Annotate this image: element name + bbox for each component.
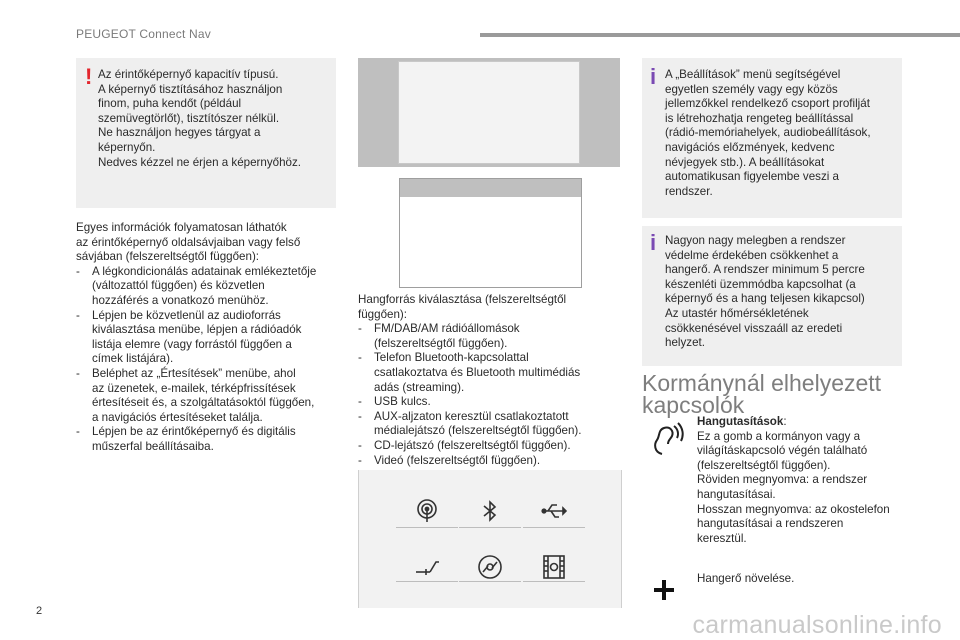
info-box-text xyxy=(665,68,901,199)
text-line: navigációs előzmények, kedvenc xyxy=(665,140,835,154)
text-line: is létrehozhatja rengeteg beállítással xyxy=(665,111,854,125)
text-line: szemüvegtörlőt), tisztítószer nélkül. xyxy=(98,111,280,125)
text-line: A „Beállítások” menü segítségével xyxy=(665,68,841,81)
info-box-heat xyxy=(642,226,902,366)
text-line: képernyőn. xyxy=(98,140,156,154)
text-line: Nedves kézzel ne érjen a képernyőhöz. xyxy=(98,155,302,169)
text-line: csökkenésével visszaáll az eredeti xyxy=(665,321,843,335)
text-line: Egyes információk folyamatosan láthatók xyxy=(76,221,287,234)
text-line: csatlakoztatva és Bluetooth multimédiás xyxy=(374,365,581,379)
text-line: - Beléphet az „Értesítések” menübe, ahol xyxy=(92,366,296,380)
text-line: (felszereltségtől függően). xyxy=(697,458,831,472)
screen-display xyxy=(398,61,580,164)
icon-divider xyxy=(396,581,458,582)
voice-command-icon xyxy=(648,422,684,458)
text-line: névjegyek stb.). A beállításokat xyxy=(665,155,825,169)
text-line: automatikusan figyelembe veszi a xyxy=(665,170,839,184)
text-line: - USB kulcs. xyxy=(374,395,431,409)
page-number: 2 xyxy=(36,605,43,617)
list-item xyxy=(358,454,630,469)
plus-icon xyxy=(652,578,676,602)
text-line: az érintőképernyő oldalsávjaiban vagy felső xyxy=(76,235,301,249)
info-box-profiles xyxy=(642,58,902,218)
text-line: - A légkondicionálás adatainak emlékeztetője xyxy=(92,264,317,278)
text-line: - CD-lejátszó (felszereltségtől függően). xyxy=(374,438,571,452)
video-icon xyxy=(541,554,567,580)
cd-icon xyxy=(477,554,503,580)
text-line: keresztül. xyxy=(697,531,747,545)
text-line: védelme érdekében csökkenhet a xyxy=(665,248,839,262)
text-line: értesítéseit és, a szolgáltatásoktól függően, xyxy=(92,396,315,410)
watermark: carmanualsonline.info xyxy=(692,611,942,639)
icon-divider xyxy=(523,527,585,528)
text-line: kiválasztása menübe, lépjen a rádióadók xyxy=(92,323,302,337)
warning-icon: ! xyxy=(85,64,93,89)
info-icon: i xyxy=(650,230,657,255)
text-line: sávjában (felszereltségtől függően): xyxy=(76,250,260,264)
info-box-text xyxy=(665,234,901,351)
text-line: - FM/DAB/AM rádióállomások xyxy=(374,322,520,336)
text-line: hangutasításai a rendszeren xyxy=(697,517,844,531)
text-line: készenléti üzemmódba kapcsolhat (a xyxy=(665,277,856,291)
text-line: helyzet. xyxy=(665,336,705,350)
media-icons-panel xyxy=(358,470,622,608)
text-line: médialejátszó (felszereltségtől függően). xyxy=(374,424,582,438)
text-line: az üzenetek, e-mailek, térképfrissítések xyxy=(92,381,296,395)
voice-command-text xyxy=(697,415,927,546)
text-line: hangerő. A rendszer minimum 5 percre xyxy=(665,263,865,277)
list-item xyxy=(358,410,630,439)
list-item xyxy=(76,425,344,454)
text-line: - Videó (felszereltségtől függően). xyxy=(374,453,541,467)
volume-up-text: Hangerő növelése. xyxy=(697,572,795,585)
text-line: hozzáférés a vonatkozó menühöz. xyxy=(92,293,269,307)
list-item xyxy=(76,309,344,367)
text-line: - Lépjen be közvetlenül az audioforrás xyxy=(92,308,281,322)
text-line: Az utastér hőmérsékletének xyxy=(665,306,809,320)
header-title: PEUGEOT Connect Nav xyxy=(76,27,211,41)
text-line: jellemzőkkel rendelkező csoport profilját xyxy=(665,97,870,111)
icon-divider xyxy=(459,527,521,528)
warning-box xyxy=(76,58,336,208)
section-title-line: kapcsolók xyxy=(642,392,745,418)
text-line: műszerfal beállításaiba. xyxy=(92,439,214,453)
text-line: függően): xyxy=(358,307,407,321)
text-line: (változattól függően) és közvetlen xyxy=(92,279,265,293)
text-line: egyetlen személy vagy egy közös xyxy=(665,82,838,96)
section-title xyxy=(642,372,942,416)
text-line: képernyő és a hang teljesen kikapcsol) xyxy=(665,292,865,306)
list-item xyxy=(76,367,344,425)
text-line: a navigációs értesítéseket találja. xyxy=(92,410,263,424)
text-line: A képernyő tisztításához használjon xyxy=(98,82,283,96)
usb-icon xyxy=(541,498,567,524)
text-line: (felszereltségtől függően). xyxy=(374,336,508,350)
text-line: Nagyon nagy melegben a rendszer xyxy=(665,234,846,247)
list-item xyxy=(358,439,630,454)
text-line: - Lépjen be az érintőképernyő és digitális xyxy=(92,425,296,439)
info-list xyxy=(76,265,344,455)
bluetooth-icon xyxy=(477,498,503,524)
screen-top-bar xyxy=(400,179,581,197)
icon-divider xyxy=(396,527,458,528)
info-text xyxy=(76,221,344,455)
warning-text xyxy=(98,68,334,170)
voice-command-heading xyxy=(697,415,927,430)
screen-illustration-bottom xyxy=(399,178,582,288)
voice-command-label: Hangutasítások xyxy=(697,415,784,428)
section-title-line: Kormánynál elhelyezett xyxy=(642,370,882,396)
text-line: adás (streaming). xyxy=(374,380,465,394)
text-line: Az érintőképernyő kapacitív típusú. xyxy=(98,68,279,81)
list-item xyxy=(76,265,344,309)
list-item xyxy=(358,351,630,395)
header-bar xyxy=(480,33,960,37)
icon-divider xyxy=(523,581,585,582)
list-item xyxy=(358,322,630,351)
sources-list xyxy=(358,322,630,468)
text-line: címek listájára). xyxy=(92,352,174,366)
list-item xyxy=(358,395,630,410)
screen-illustration-top xyxy=(358,58,620,167)
radio-icon xyxy=(414,498,440,524)
text-line: világításkapcsoló végén található xyxy=(697,444,868,458)
text-line: rendszer. xyxy=(665,184,713,198)
text-line: Hosszan megnyomva: az okostelefon xyxy=(697,502,890,516)
text-line: - AUX-aljzaton keresztül csatlakoztatott xyxy=(374,409,569,423)
icon-divider xyxy=(459,581,521,582)
info-icon: i xyxy=(650,64,657,89)
text-line: listája elemre (vagy forrástól függően a xyxy=(92,337,292,351)
text-line: Hangforrás kiválasztása (felszereltségtől xyxy=(358,293,567,306)
text-line: (rádió-memóriahelyek, audiobeállítások, xyxy=(665,126,871,140)
text-line: Ne használjon hegyes tárgyat a xyxy=(98,126,261,140)
aux-icon xyxy=(414,554,440,580)
text-line: finom, puha kendőt (például xyxy=(98,97,242,111)
text-line: Röviden megnyomva: a rendszer xyxy=(697,473,868,487)
voice-command-colon: : xyxy=(783,415,787,428)
text-line: hangutasításai. xyxy=(697,487,776,501)
sources-text xyxy=(358,293,630,468)
text-line: - Telefon Bluetooth-kapcsolattal xyxy=(374,351,529,365)
text-line: Ez a gomb a kormányon vagy a xyxy=(697,429,861,443)
